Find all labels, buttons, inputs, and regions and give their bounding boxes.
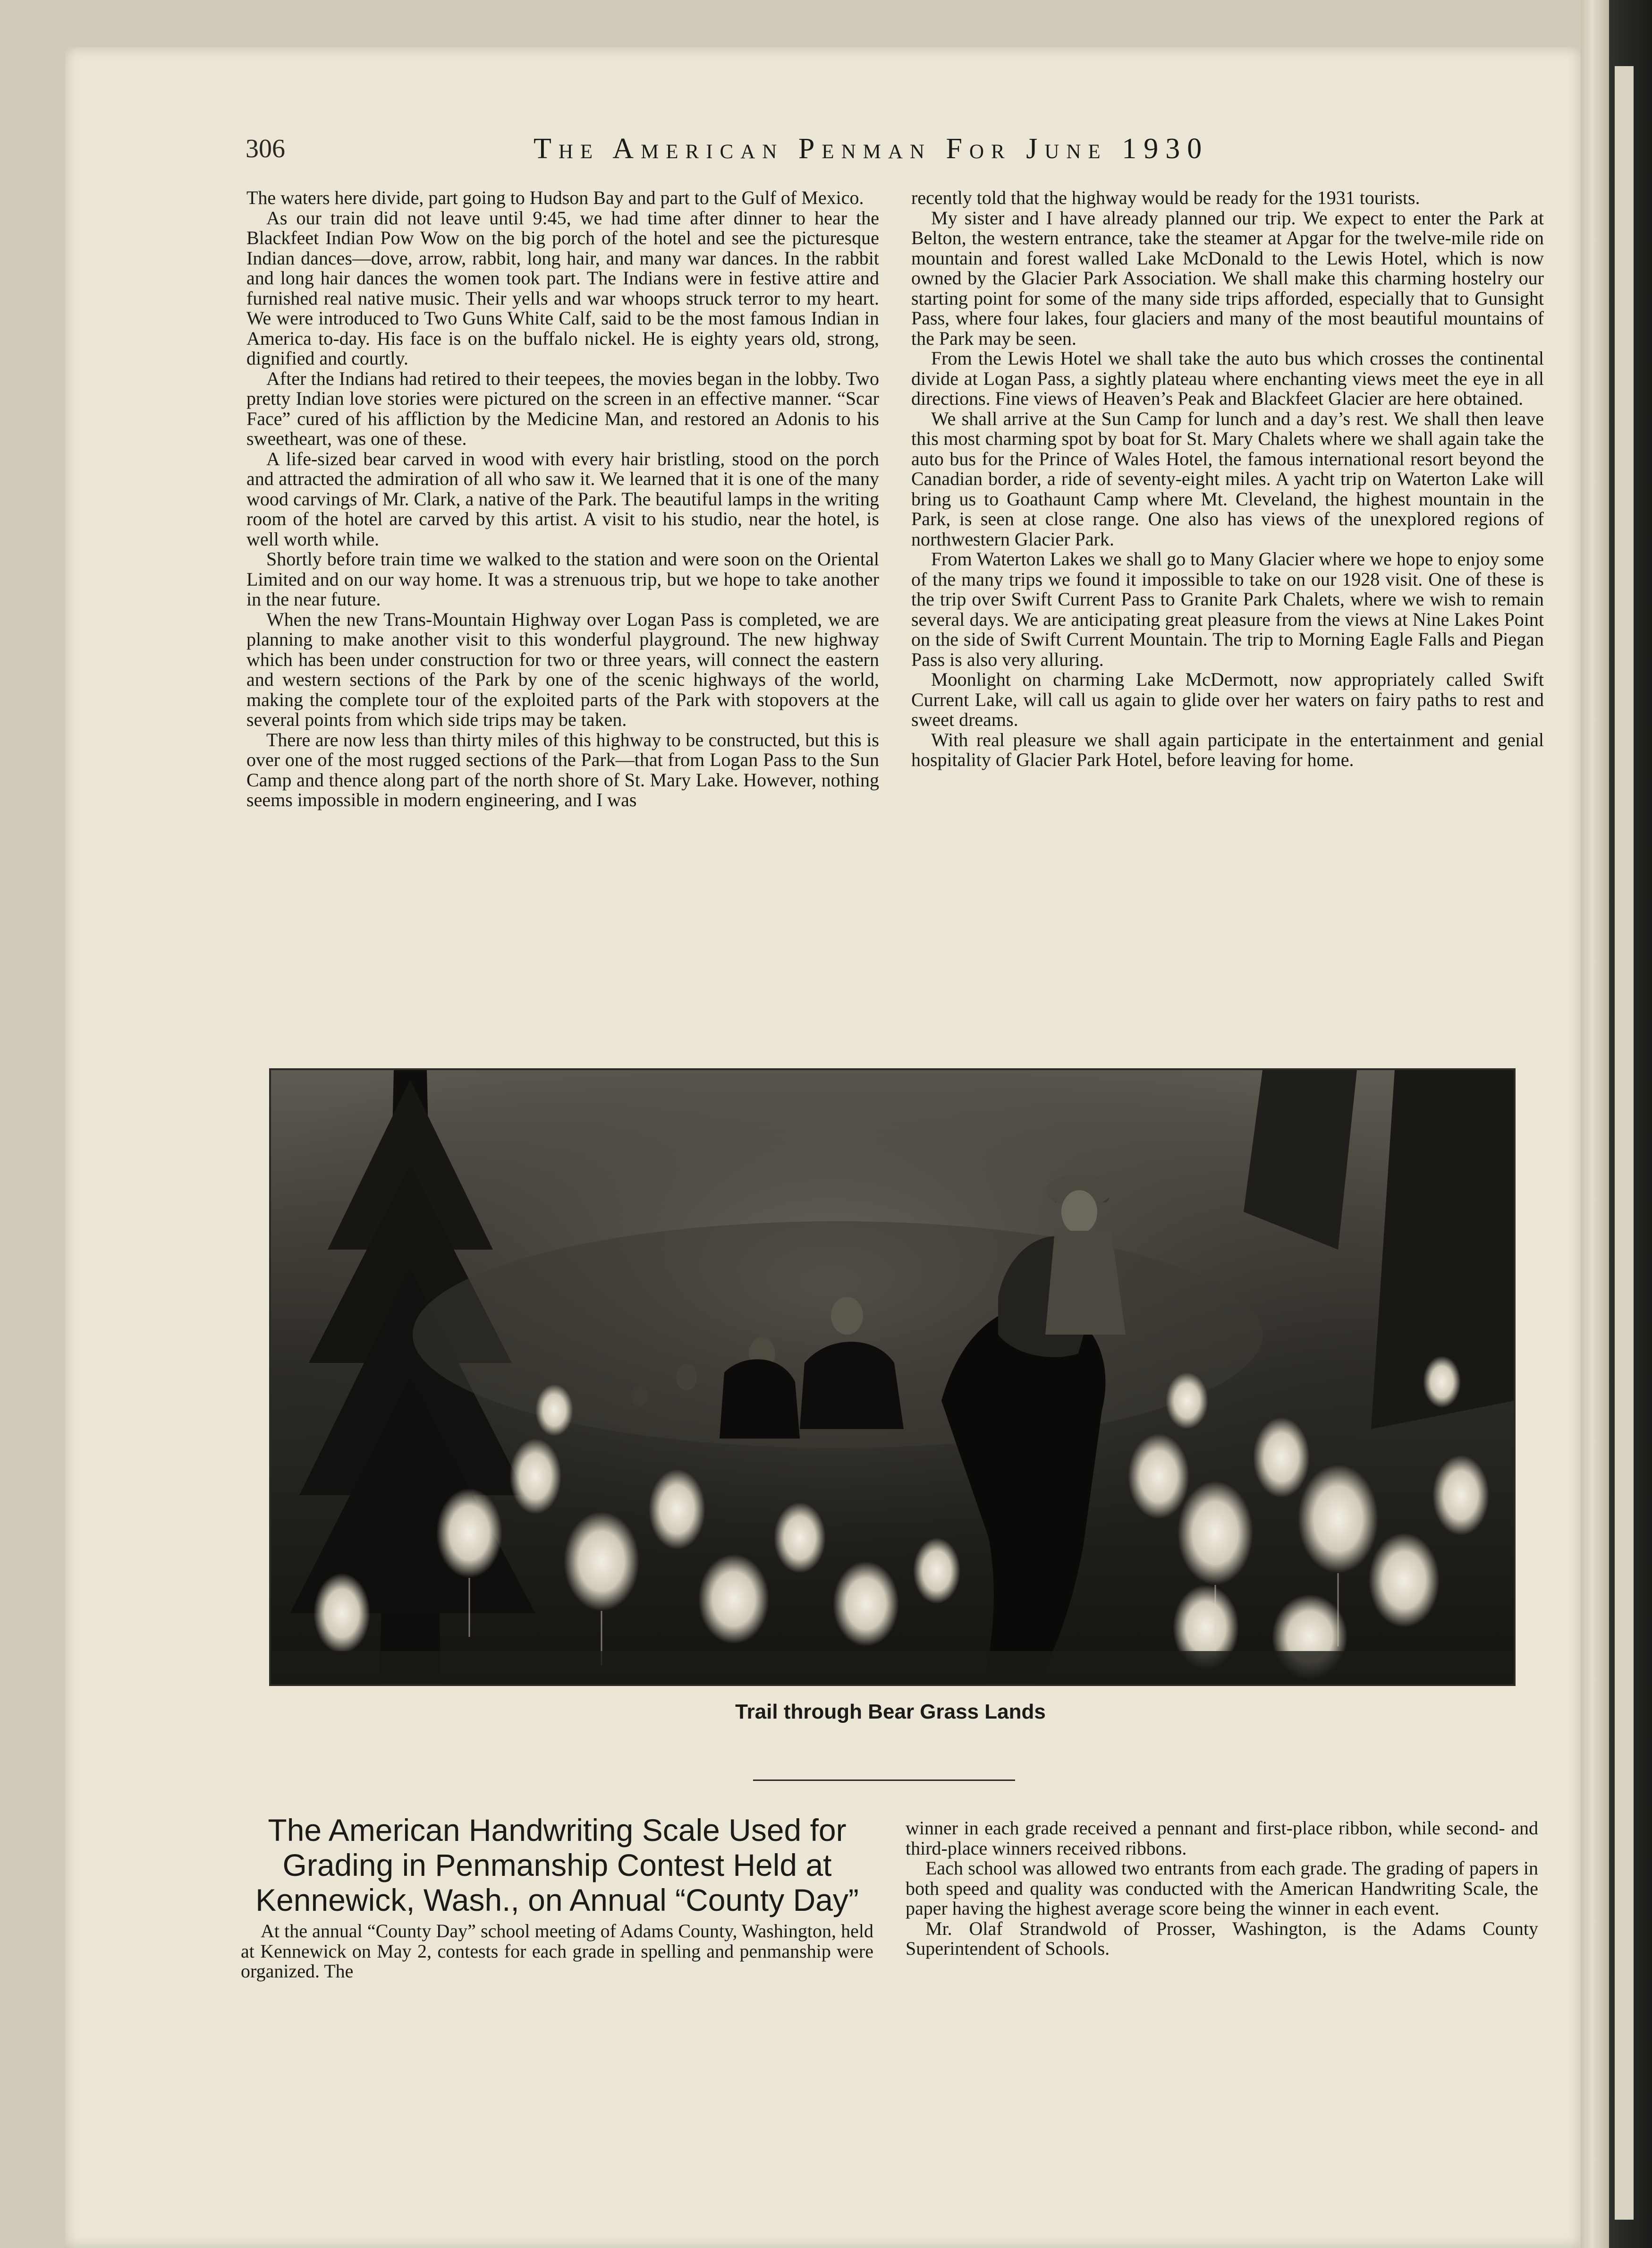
paragraph: Each school was allowed two entrants from each grade. The grading of papers in both speed and quality was conducted with the American Handwriting Scale, the paper having the highest average score being the winner in each event.: [906, 1857, 1538, 1919]
paragraph: As our train did not leave until 9:45, we had time after dinner to hear the Blackfeet Indian Pow Wow on the big porch of the hotel and see the picturesque Indian dances—dove, arrow, rabbit, long hair, and many war dances. In the rabbit and long hair dances the women took part. The Indians were in festive attire and furnished real native music. Their yells and war whoops struck terror to my heart. We were introduced to Two Guns White Calf, said to be the most famous Indian in America to-day. His face is on the buffalo nickel. He is eighty years old, strong, dignified and courtly.: [246, 207, 879, 369]
paragraph: My sister and I have already planned our trip. We expect to enter the Park at Belton, the western entrance, take the steamer at Apgar for the twelve-mile ride on mountain and forest walled Lake McDonald to the Lewis Hotel, which is now owned by the Glacier Park Association. We shall make this charming hostelry our starting point for some of the many side trips afforded, especially that to Gunsight Pass, where four lakes, four glaciers and many of the most beautiful mountains of the Park may be seen.: [911, 207, 1544, 349]
paragraph: From the Lewis Hotel we shall take the auto bus which crosses the continental divide at Logan Pass, a sightly plateau where enchanting views meet the eye in all directions. Fine views of Heaven’s Peak and Blackfeet Glacier are here obtained.: [911, 348, 1544, 409]
page-number: 306: [246, 134, 285, 163]
second-article-column-left: [241, 1921, 873, 1982]
paragraph: winner in each grade received a pennant and first-place ribbon, while second- and third-place winners received ribbons.: [906, 1817, 1538, 1859]
paragraph: From Waterton Lakes we shall go to Many Glacier where we hope to enjoy some of the many trips we found it impossible to take on our 1928 visit. One of these is the trip over Swift Current Pass to Granite Park Chalets, where we wish to remain several days. We are anticipating great pleasure from the views at Nine Lakes Point on the side of Swift Current Mountain. The trip to Morning Eagle Falls and Piegan Pass is also very alluring.: [911, 548, 1544, 670]
page-binding: [1581, 0, 1609, 2248]
paragraph: Moonlight on charming Lake McDermott, now appropriately called Swift Current Lake, will call us again to glide over her waters on fairy paths to rest and sweet dreams.: [911, 669, 1544, 730]
section-divider: [753, 1780, 1015, 1781]
paragraph: Mr. Olaf Strandwold of Prosser, Washington, is the Adams County Superintendent of Schools.: [906, 1917, 1538, 1959]
paragraph: The waters here divide, part going to Hudson Bay and part to the Gulf of Mexico.: [246, 187, 864, 208]
paragraph: At the annual “County Day” school meeting of Adams County, Washington, held at Kennewick on May 2, contests for each grade in spelling and penmanship were organized. The: [241, 1920, 873, 1982]
page-header: [246, 132, 1530, 175]
paragraph: When the new Trans-Mountain Highway over Logan Pass is completed, we are planning to make another visit to this wonderful playground. The new highway which has been under construction for two or three years, will connect the eastern and western sections of the Park by one of the scenic highways of the world, making the complete tour of the exploited parts of the Park with stopovers at the several points from which side trips may be taken.: [246, 608, 879, 730]
article-column-right: [911, 188, 1544, 770]
paragraph: We shall arrive at the Sun Camp for lunch and a day’s rest. We shall then leave this most charming spot by boat for St. Mary Chalets where we shall again take the auto bus for the Prince of Wales Hotel, the famous international resort beyond the Canadian border, a ride of seventy-eight miles. A yacht trip on Waterton Lake will bring us to Goathaunt Camp where Mt. Cleveland, the highest mountain in the Park, is seen at close range. One also has views of the unexplored regions of northwestern Glacier Park.: [911, 408, 1544, 550]
paragraph: recently told that the highway would be ready for the 1931 tourists.: [911, 187, 1420, 208]
running-head: The American Penman For June 1930: [534, 133, 1209, 165]
second-article-title: The American Handwriting Scale Used for Grading in Penmanship Contest Held at Kennewick, Wash., on Annual “County Day”: [255, 1813, 859, 1917]
photo-illustration: [271, 1070, 1514, 1684]
trail-photograph: [269, 1068, 1516, 1686]
paragraph: With real pleasure we shall again participate in the entertainment and genial hospitality of Glacier Park Hotel, before leaving for home.: [911, 729, 1544, 770]
paragraph: There are now less than thirty miles of this highway to be constructed, but this is over one of the most rugged sections of the Park—that from Logan Pass to the Sun Camp and thence along part of the north shore of St. Mary Lake. However, nothing seems impossible in modern engineering, and I was: [246, 729, 879, 810]
paragraph: A life-sized bear carved in wood with every hair bristling, stood on the porch and attracted the admiration of all who saw it. We learned that it is one of the many wood carvings of Mr. Clark, a native of the Park. The beautiful lamps in the writing room of the hotel are carved by this artist. A visit to his studio, near the hotel, is well worth while.: [246, 448, 879, 550]
paragraph: After the Indians had retired to their teepees, the movies began in the lobby. Two pretty Indian love stories were pictured on the screen in an effective manner. “Scar Face” cured of his affliction by the Medicine Man, and restored an Adonis to his sweetheart, was one of these.: [246, 367, 879, 449]
paragraph: Shortly before train time we walked to the station and were soon on the Oriental Limited and on our way home. It was a strenuous trip, but we hope to take another in the near future.: [246, 548, 879, 610]
second-article-column-right: [906, 1818, 1538, 1959]
next-page-edge: [1615, 66, 1634, 2220]
photo-caption: Trail through Bear Grass Lands: [735, 1700, 1046, 1723]
article-column-left: [246, 188, 879, 810]
